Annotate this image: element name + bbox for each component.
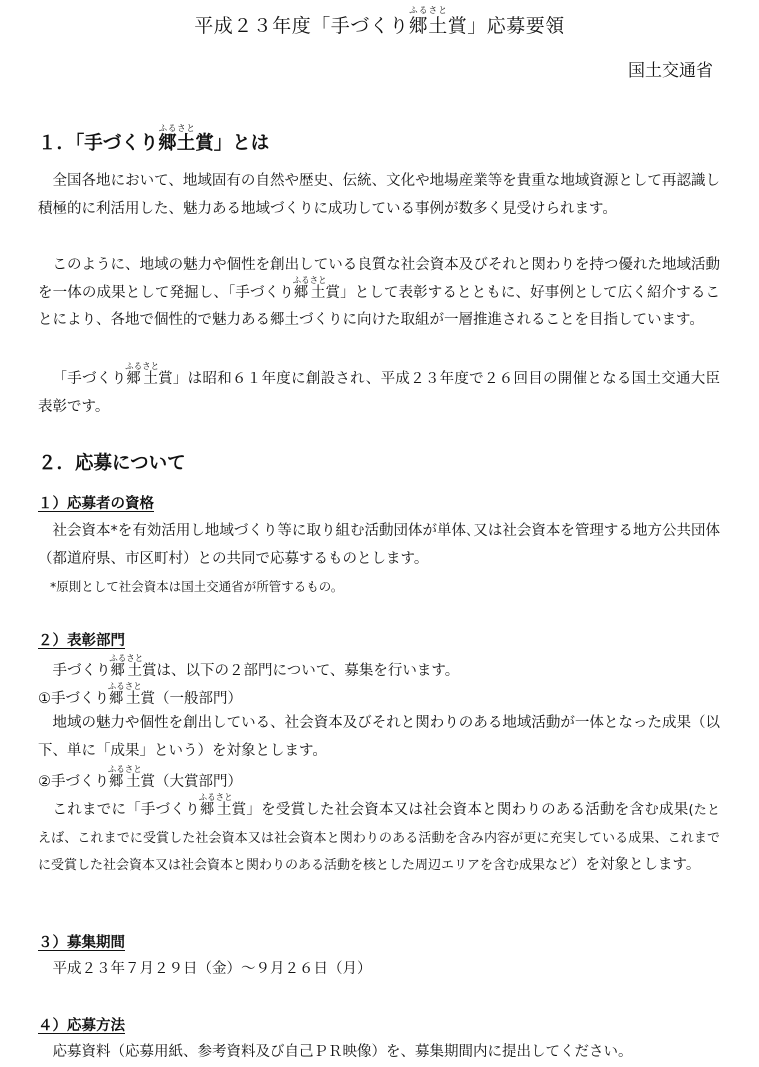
- general-label-rt: ふるさと: [107, 682, 142, 692]
- section1-p2-post: 賞」として表彰するとともに、好事例として広く紹介することにより、各地で個性的で魅力ある郷土づくりに向けた取組が一層推進されることを目指しています。: [38, 284, 720, 328]
- document-title: [0, 6, 759, 44]
- section1-p3-post: 賞」は昭和６１年度に創設され、平成２３年度で２６回目の開催となる国土交通大臣表彰です。: [38, 371, 721, 415]
- grand-text-end: ）を対象とします。: [571, 857, 701, 873]
- section1-paragraph-2: [38, 252, 720, 335]
- section1-p3-kanji: 郷土: [125, 371, 160, 387]
- eligibility-note: *原則として社会資本は国土交通省が所管するもの。: [50, 579, 344, 594]
- general-label-post: 賞（一般部門）: [140, 691, 243, 707]
- grand-text-pre: これまでに「手づくり: [52, 802, 200, 818]
- period-text: 平成２３年７月２９日（金）～９月２６日（月）: [52, 961, 372, 977]
- section1-heading-kanji: 郷土: [158, 133, 196, 154]
- categories-intro-pre: 手づくり: [52, 663, 111, 679]
- method-heading: ４）応募方法: [38, 1018, 125, 1034]
- section1-p3-pre: 「手づくり: [52, 371, 127, 387]
- section1-heading: [38, 124, 269, 164]
- grand-label-post: 賞（大賞部門）: [140, 774, 243, 790]
- ministry-name: 国土交通省: [628, 61, 713, 81]
- general-category-text: 地域の魅力や個性を創出している、社会資本及びそれと関わりのある地域活動が一体となった成果（以下、単に「成果」という）を対象とします。: [38, 715, 720, 759]
- grand-text-ruby: [198, 793, 233, 818]
- grand-text-example: (たとえば、これまでに受賞した社会資本又は社会資本と関わりのある活動を含み内容が更に充実している成果、これまでに受賞した社会資本又は社会資本と関わりのある活動を核とした周辺エリアを含む成果など: [38, 803, 721, 873]
- title-ruby-furusato: [408, 6, 448, 37]
- section1-p2-rt: ふるさと: [292, 275, 327, 286]
- section1-paragraph-1: 全国各地において、地域固有の自然や歴史、伝統、文化や地場産業等を貴重な地域資源として再認識し積極的に利活用した、魅力ある地域づくりに成功している事例が数多く見受けられます。: [38, 173, 720, 217]
- method-text: 応募資料（応募用紙、参考資料及び自己ＰＲ映像）を、募集期間内に提出してください。: [52, 1044, 633, 1060]
- grand-text-mid: 賞」を受賞した社会資本又は社会資本と関わりのある活動を含む成果: [231, 802, 689, 818]
- section1-heading-post: 賞」とは: [195, 133, 270, 154]
- title-text-post: 賞」応募要領: [447, 15, 565, 37]
- section2-heading: ２．応募について: [38, 453, 186, 474]
- section1-heading-rt: ふるさと: [158, 124, 196, 134]
- grand-text-rt: ふるさと: [198, 793, 233, 803]
- period-heading: ３）募集期間: [38, 935, 125, 951]
- grand-label-rt: ふるさと: [107, 765, 142, 775]
- categories-intro-kanji: 郷土: [109, 663, 144, 679]
- eligibility-heading: １）応募者の資格: [38, 496, 154, 512]
- grand-label-pre: ②手づくり: [38, 774, 109, 790]
- title-kanji: 郷土: [408, 15, 448, 37]
- grand-label-kanji: 郷土: [107, 774, 142, 790]
- grand-category-label: [38, 765, 720, 797]
- section1-paragraph-3: [38, 362, 720, 421]
- grand-label-ruby: [107, 765, 142, 790]
- general-label-ruby: [107, 682, 142, 707]
- categories-intro-rt: ふるさと: [109, 654, 144, 664]
- grand-category-text: [38, 793, 720, 880]
- section1-p2-kanji: 郷土: [292, 284, 327, 301]
- categories-intro: [38, 654, 720, 686]
- grand-text-kanji: 郷土: [198, 802, 233, 818]
- section1-heading-ruby: [158, 124, 196, 154]
- general-label-pre: ①手づくり: [38, 691, 109, 707]
- title-text-pre: 平成２３年度「手づくり: [194, 15, 409, 37]
- section1-p2-ruby: [292, 275, 327, 301]
- categories-heading: ２）表彰部門: [38, 633, 125, 649]
- eligibility-text: 社会資本*を有効活用し地域づくり等に取り組む活動団体が単体､又は社会資本を管理する地方公共団体（都道府県、市区町村）との共同で応募するものとします。: [38, 523, 720, 567]
- section1-heading-pre: １．「手づくり: [38, 133, 159, 154]
- section1-p2-pre: このように、地域の魅力や個性を創出している良質な社会資本及びそれと関わりを持つ優れた地域活動を一体の成果として発掘し、「手づくり: [38, 257, 720, 301]
- categories-intro-post: 賞は、以下の２部門について、募集を行います。: [142, 663, 460, 679]
- categories-intro-ruby: [109, 654, 144, 679]
- section1-p3-ruby: [125, 362, 160, 387]
- section1-p3-rt: ふるさと: [125, 362, 160, 372]
- general-category-label: [38, 682, 720, 714]
- general-label-kanji: 郷土: [107, 691, 142, 707]
- title-ruby: ふるさと: [408, 6, 448, 16]
